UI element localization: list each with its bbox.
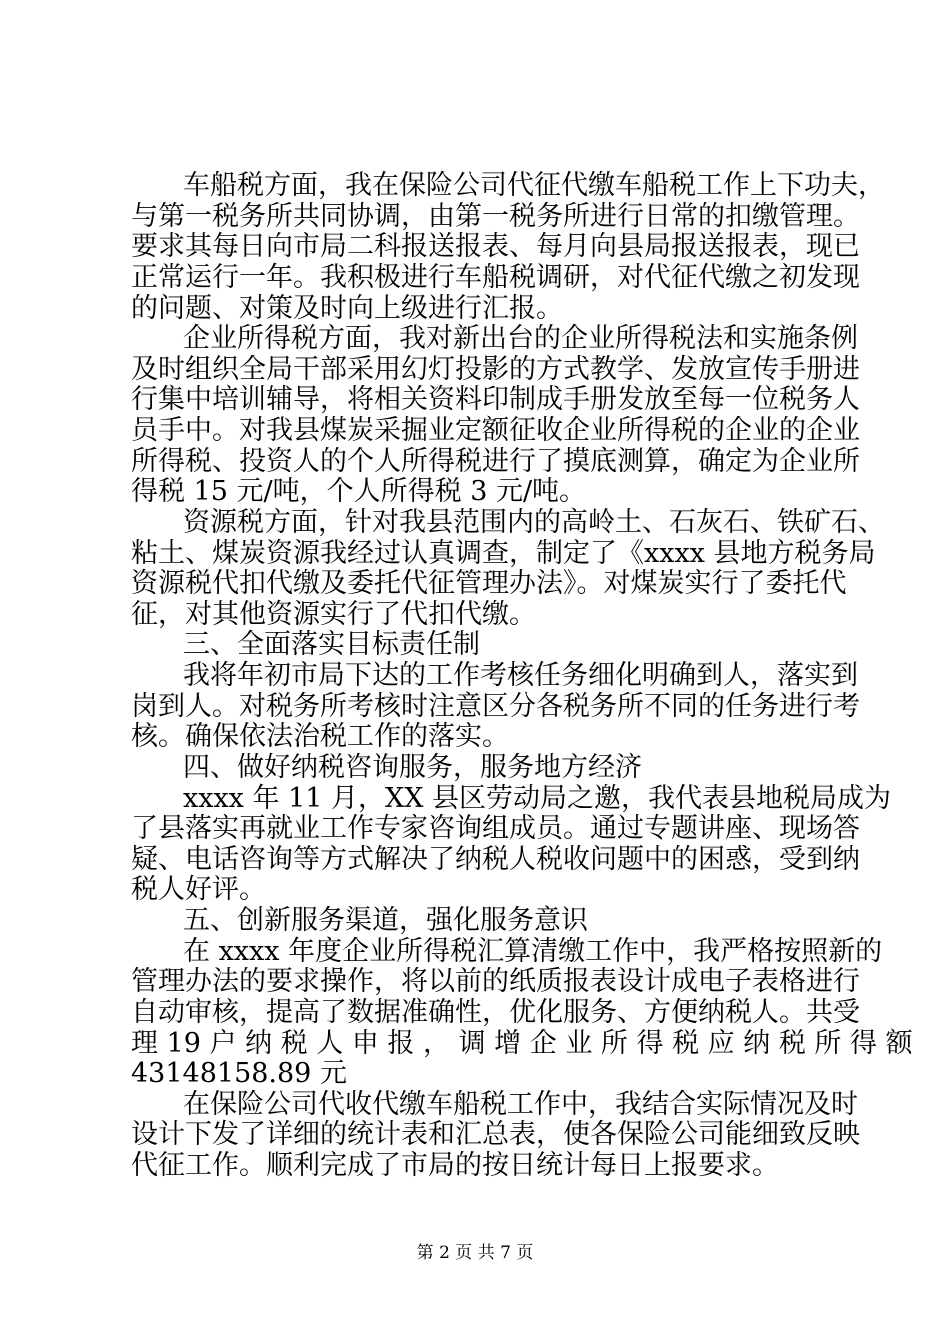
paragraph-line: 岗到人。对税务所考核时注意区分各税务所不同的任务进行考 — [131, 691, 860, 722]
paragraph-line: 我将年初市局下达的工作考核任务细化明确到人，落实到 — [183, 660, 858, 691]
paragraph-line: 管理办法的要求操作，将以前的纸质报表设计成电子表格进行 — [131, 966, 860, 997]
paragraph-line: 自动审核，提高了数据准确性，优化服务、方便纳税人。共受 — [131, 997, 860, 1028]
paragraph-line: 得税 15 元/吨，个人所得税 3 元/吨。 — [131, 476, 587, 507]
section-heading: 四、做好纳税咨询服务，服务地方经济 — [183, 752, 642, 783]
paragraph-line: 疑、电话咨询等方式解决了纳税人税收问题中的困惑，受到纳 — [131, 844, 860, 875]
paragraph-line: 代征工作。顺利完成了市局的按日统计每日上报要求。 — [131, 1150, 779, 1181]
paragraph-line: 所得税、投资人的个人所得税进行了摸底测算，确定为企业所 — [131, 446, 860, 477]
paragraph-line: 正常运行一年。我积极进行车船税调研，对代征代缴之初发现 — [131, 262, 860, 293]
paragraph-line: 行集中培训辅导，将相关资料印制成手册发放至每一位税务人 — [131, 384, 860, 415]
paragraph-line: 员手中。对我县煤炭采掘业定额征收企业所得税的企业的企业 — [131, 415, 860, 446]
paragraph-line: 设计下发了详细的统计表和汇总表，使各保险公司能细致反映 — [131, 1119, 860, 1150]
section-heading: 三、全面落实目标责任制 — [183, 629, 480, 660]
page-number-footer: 第 2 页 共 7 页 — [416, 1243, 534, 1263]
paragraph-line: 43148158.89 元 — [131, 1058, 347, 1089]
paragraph-line: xxxx 年 11 月，XX 县区劳动局之邀，我代表县地税局成为 — [183, 783, 892, 814]
paragraph-line: 要求其每日向市局二科报送报表、每月向县局报送报表，现已 — [131, 231, 860, 262]
paragraph-line: 在 xxxx 年度企业所得税汇算清缴工作中，我严格按照新的 — [183, 936, 883, 967]
section-heading: 五、创新服务渠道，强化服务意识 — [183, 905, 588, 936]
paragraph-line: 的问题、对策及时向上级进行汇报。 — [131, 293, 563, 324]
paragraph-line: 企业所得税方面，我对新出台的企业所得税法和实施条例 — [183, 323, 858, 354]
paragraph-line: 与第一税务所共同协调，由第一税务所进行日常的扣缴管理。 — [131, 201, 860, 232]
paragraph-line: 核。确保依法治税工作的落实。 — [131, 721, 509, 752]
paragraph-line: 税人好评。 — [131, 874, 266, 905]
paragraph-line: 及时组织全局干部采用幻灯投影的方式教学、发放宣传手册进 — [131, 354, 860, 385]
paragraph-line: 资源税方面，针对我县范围内的高岭土、石灰石、铁矿石、 — [183, 507, 885, 538]
paragraph-line: 征，对其他资源实行了代扣代缴。 — [131, 599, 536, 630]
paragraph-line: 粘土、煤炭资源我经过认真调查，制定了《xxxx 县地方税务局 — [131, 538, 876, 569]
paragraph-line: 理 19 户 纳 税 人 申 报 ， 调 增 企 业 所 得 税 应 纳 税 所 得 额 — [131, 1028, 913, 1059]
paragraph-line: 资源税代扣代缴及委托代征管理办法》。对煤炭实行了委托代 — [131, 568, 847, 599]
paragraph-line: 在保险公司代收代缴车船税工作中，我结合实际情况及时 — [183, 1089, 858, 1120]
paragraph-line: 车船税方面，我在保险公司代征代缴车船税工作上下功夫， — [183, 170, 885, 201]
paragraph-line: 了县落实再就业工作专家咨询组成员。通过专题讲座、现场答 — [131, 813, 860, 844]
